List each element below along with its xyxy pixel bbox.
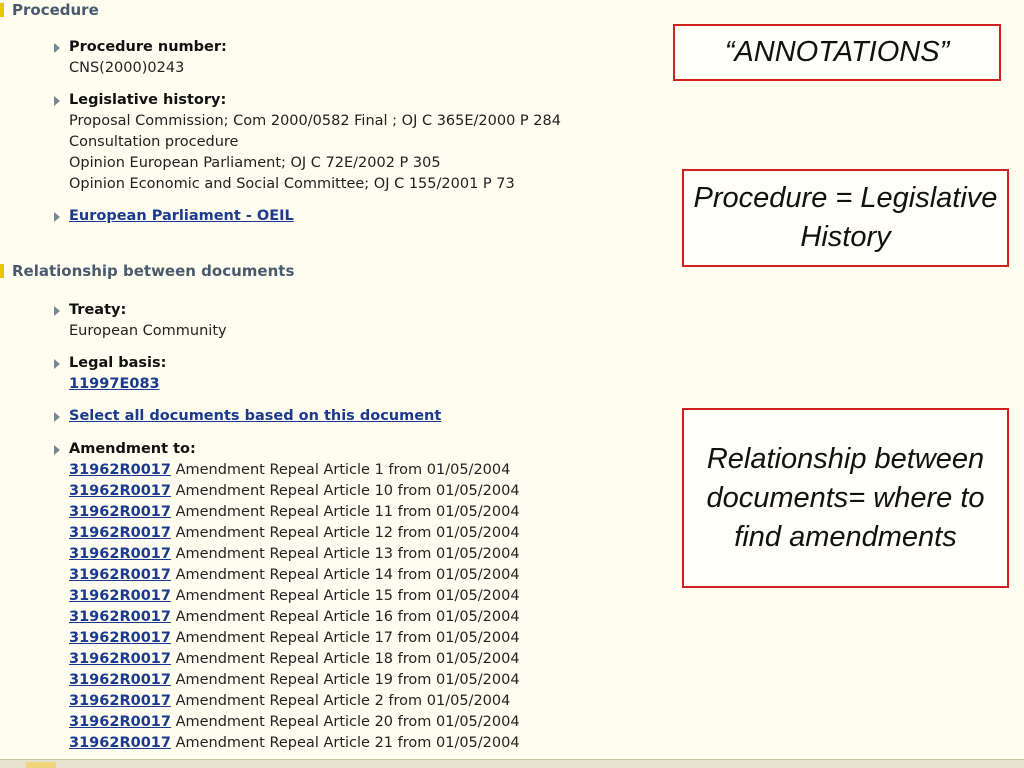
legislative-history-item: [54, 90, 654, 195]
caret-right-icon: [54, 306, 60, 316]
history-line: Opinion Economic and Social Committee; OJ C 155/2001 P 73: [69, 176, 515, 192]
amendment-doc-link[interactable]: 31962R0017: [69, 609, 171, 625]
treaty-label: Treaty:: [69, 302, 127, 318]
amendment-doc-link[interactable]: 31962R0017: [69, 567, 171, 583]
relationship-annotation-text: Relationship between documents= where to find amendments: [706, 442, 985, 553]
annotations-title-box: [673, 24, 1001, 81]
caret-right-icon: [54, 445, 60, 455]
amendment-row: [69, 565, 654, 586]
section-marker: [0, 264, 4, 278]
bottom-scroll-strip: [0, 759, 1024, 768]
amendment-description: Amendment Repeal Article 20 from 01/05/2004: [175, 714, 520, 730]
history-line: Consultation procedure: [69, 134, 239, 150]
legal-basis-label: Legal basis:: [69, 355, 167, 371]
amendment-doc-link[interactable]: 31962R0017: [69, 651, 171, 667]
amendment-description: Amendment Repeal Article 21 from 01/05/2004: [175, 735, 520, 751]
caret-right-icon: [54, 96, 60, 106]
amendment-description: Amendment Repeal Article 10 from 01/05/2004: [175, 483, 520, 499]
amendment-row: [69, 607, 654, 628]
oeil-item: [54, 206, 654, 227]
legislative-history-lines: [54, 111, 654, 195]
caret-right-icon: [54, 43, 60, 53]
select-all-item: [54, 406, 654, 427]
amendment-description: Amendment Repeal Article 14 from 01/05/2004: [175, 567, 520, 583]
section-title: Procedure: [12, 1, 99, 19]
amendment-description: Amendment Repeal Article 12 from 01/05/2004: [175, 525, 520, 541]
legislative-history-label: Legislative history:: [69, 92, 227, 108]
amendment-row: [69, 649, 654, 670]
amendment-description: Amendment Repeal Article 19 from 01/05/2004: [175, 672, 520, 688]
treaty-item: [54, 300, 654, 342]
amendment-row: [69, 712, 654, 733]
amendment-description: Amendment Repeal Article 16 from 01/05/2004: [175, 609, 520, 625]
amendment-description: Amendment Repeal Article 18 from 01/05/2004: [175, 651, 520, 667]
amendment-row: [69, 523, 654, 544]
amendment-row: [69, 628, 654, 649]
procedure-number-value: CNS(2000)0243: [69, 60, 185, 76]
amendment-row: [69, 733, 654, 754]
amendment-description: Amendment Repeal Article 2 from 01/05/2004: [175, 693, 511, 709]
section-marker: [0, 3, 4, 17]
procedure-number-label: Procedure number:: [69, 39, 227, 55]
history-line: Proposal Commission; Com 2000/0582 Final ; OJ C 365E/2000 P 284: [69, 113, 561, 129]
legal-basis-link[interactable]: 11997E083: [69, 376, 160, 392]
amendment-row: [69, 502, 654, 523]
amendment-doc-link[interactable]: 31962R0017: [69, 693, 171, 709]
amendment-doc-link[interactable]: 31962R0017: [69, 525, 171, 541]
amendment-doc-link[interactable]: 31962R0017: [69, 714, 171, 730]
amendment-doc-link[interactable]: 31962R0017: [69, 462, 171, 478]
amendment-doc-link[interactable]: 31962R0017: [69, 504, 171, 520]
amendment-row: [69, 691, 654, 712]
amendment-description: Amendment Repeal Article 1 from 01/05/2004: [175, 462, 511, 478]
caret-right-icon: [54, 412, 60, 422]
amendment-row: [69, 586, 654, 607]
treaty-value: European Community: [69, 323, 227, 339]
amendment-doc-link[interactable]: 31962R0017: [69, 735, 171, 751]
caret-right-icon: [54, 359, 60, 369]
select-all-documents-link[interactable]: Select all documents based on this document: [69, 408, 442, 424]
annotations-title: “ANNOTATIONS”: [724, 36, 950, 68]
section-header-procedure: [0, 0, 99, 20]
amendment-description: Amendment Repeal Article 13 from 01/05/2004: [175, 546, 520, 562]
history-line: Opinion European Parliament; OJ C 72E/2002 P 305: [69, 155, 441, 171]
amendment-description: Amendment Repeal Article 17 from 01/05/2004: [175, 630, 520, 646]
section-title: Relationship between documents: [12, 262, 295, 280]
procedure-annotation-box: [682, 169, 1009, 267]
scroll-thumb[interactable]: [26, 762, 56, 768]
amendment-row: [69, 481, 654, 502]
amendment-item: [54, 439, 654, 754]
caret-right-icon: [54, 212, 60, 222]
amendment-description: Amendment Repeal Article 15 from 01/05/2004: [175, 588, 520, 604]
amendment-list: [54, 460, 654, 754]
section-header-relationship: [0, 261, 294, 281]
amendment-doc-link[interactable]: 31962R0017: [69, 546, 171, 562]
amendment-doc-link[interactable]: 31962R0017: [69, 630, 171, 646]
amendment-row: [69, 544, 654, 565]
oeil-link[interactable]: European Parliament - OEIL: [69, 208, 294, 224]
amendment-row: [69, 460, 654, 481]
amendment-doc-link[interactable]: 31962R0017: [69, 672, 171, 688]
amendment-doc-link[interactable]: 31962R0017: [69, 483, 171, 499]
amendment-description: Amendment Repeal Article 11 from 01/05/2004: [175, 504, 520, 520]
amendment-label: Amendment to:: [69, 441, 196, 457]
amendment-doc-link[interactable]: 31962R0017: [69, 588, 171, 604]
procedure-number-item: [54, 37, 654, 79]
legal-basis-item: [54, 353, 654, 395]
procedure-annotation-text: Procedure = Legislative History: [693, 182, 998, 253]
relationship-annotation-box: [682, 408, 1009, 588]
amendment-row: [69, 670, 654, 691]
